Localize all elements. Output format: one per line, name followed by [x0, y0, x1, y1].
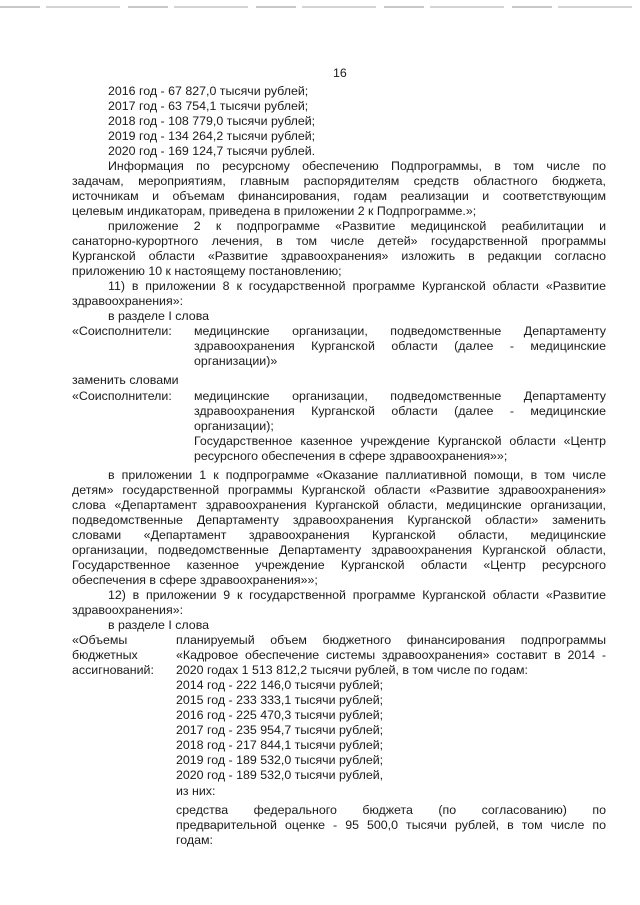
text-line: заменить словами: [72, 373, 179, 387]
table-value-line: медицинские организации, подведомственные Департаменту: [194, 389, 606, 403]
text-line: Информация по ресурсному обеспечению Подпрограммы, в том числе по: [108, 159, 606, 173]
table-value-line: организации)»: [194, 354, 278, 368]
text-line: 2018 год - 108 779,0 тысячи рублей;: [108, 114, 316, 128]
table-label: «Соисполнители:: [72, 389, 172, 403]
text-line: 2016 год - 67 827,0 тысячи рублей;: [108, 84, 309, 98]
text-line: детям» государственной программы Курганской области «Развитие здравоохранения»: [72, 483, 606, 497]
text-line: здравоохранения»:: [72, 603, 184, 617]
text-line: приложение 2 к подпрограмме «Развитие медицинской реабилитации и: [108, 219, 606, 233]
text-line: 2020 год - 169 124,7 тысячи рублей.: [108, 144, 316, 158]
text-line: 12) в приложении 9 к государственной программе Курганской области «Развитие: [108, 588, 606, 602]
table-value-line: медицинские организации, подведомственные Департаменту: [194, 324, 606, 338]
text-line: источникам и объемам финансирования, годам реализации и соответствующим: [72, 189, 606, 203]
text-line: в разделе I слова: [108, 618, 210, 632]
table-label: ассигнований:: [72, 663, 154, 677]
table-value-line: 2018 год - 217 844,1 тысячи рублей;: [176, 738, 384, 752]
table-value-line: ресурсного обеспечения в сфере здравоохранения»»;: [194, 449, 508, 463]
text-line: 2019 год - 134 264,2 тысячи рублей;: [108, 129, 316, 143]
table-value-line: организации);: [194, 419, 274, 433]
scan-top-edge: [0, 6, 640, 8]
text-line: целевым индикаторам, приведена в приложении 2 к Подпрограмме.»;: [72, 204, 477, 218]
text-line: 2017 год - 63 754,1 тысячи рублей;: [108, 99, 309, 113]
table-label: «Объемы: [72, 633, 128, 647]
text-line: здравоохранения»:: [72, 294, 184, 308]
table-value-line: 2019 год - 189 532,0 тысячи рублей;: [176, 753, 384, 767]
table-value-line: 2020 годах 1 513 812,2 тысячи рублей, в том числе по годам:: [176, 663, 528, 677]
table-value-line: 2014 год - 222 146,0 тысячи рублей;: [176, 678, 384, 692]
text-line: организации, подведомственные Департаменту здравоохранения Курганской области,: [72, 543, 606, 557]
table-value-line: «Кадровое обеспечение системы здравоохранения» составит в 2014 -: [176, 648, 606, 662]
table-value-line: планируемый объем бюджетного финансирования подпрограммы: [176, 633, 606, 647]
text-line: подведомственные Департаменту здравоохранения Курганской области» заменить: [72, 513, 606, 527]
table-value-line: из них:: [176, 784, 216, 798]
text-line: словами «Департамент здравоохранения Курганской области, медицинские: [72, 528, 606, 542]
table-value-line: здравоохранения Курганской области (далее - медицинские: [194, 404, 606, 418]
text-line: в разделе I слова: [108, 309, 210, 323]
page-number: 16: [333, 66, 347, 80]
text-line: санаторно-курортного лечения, в том числе детей» государственной программы: [72, 234, 606, 248]
table-value-line: Государственное казенное учреждение Курганской области «Центр: [194, 434, 606, 448]
text-line: приложению 10 к настоящему постановлению;: [72, 264, 342, 278]
text-line: Курганской области «Развитие здравоохранения» изложить в редакции согласно: [72, 249, 606, 263]
text-line: 11) в приложении 8 к государственной программе Курганской области «Развитие: [108, 279, 606, 293]
table-value-line: средства федерального бюджета (по согласованию) по: [176, 803, 606, 817]
text-line: в приложении 1 к подпрограмме «Оказание паллиативной помощи, в том числе: [108, 468, 606, 482]
text-line: Государственное казенное учреждение Курганской области «Центр ресурсного: [72, 558, 606, 572]
table-value-line: 2016 год - 225 470,3 тысячи рублей;: [176, 708, 384, 722]
text-line: обеспечения в сфере здравоохранения»»;: [72, 573, 318, 587]
table-value-line: годам:: [176, 833, 213, 847]
table-value-line: 2017 год - 235 954,7 тысячи рублей;: [176, 723, 384, 737]
table-value-line: предварительной оценке - 95 500,0 тысячи рублей, в том числе по: [176, 818, 606, 832]
text-line: задачам, мероприятиям, главным распорядителям средств областного бюджета,: [72, 174, 606, 188]
table-label: «Соисполнители:: [72, 324, 172, 338]
table-value-line: здравоохранения Курганской области (далее - медицинские: [194, 339, 606, 353]
table-value-line: 2020 год - 189 532,0 тысячи рублей,: [176, 768, 384, 782]
table-label: бюджетных: [72, 648, 138, 662]
text-line: слова «Департамент здравоохранения Курганской области, медицинские организации,: [72, 498, 606, 512]
table-value-line: 2015 год - 233 333,1 тысячи рублей;: [176, 693, 384, 707]
